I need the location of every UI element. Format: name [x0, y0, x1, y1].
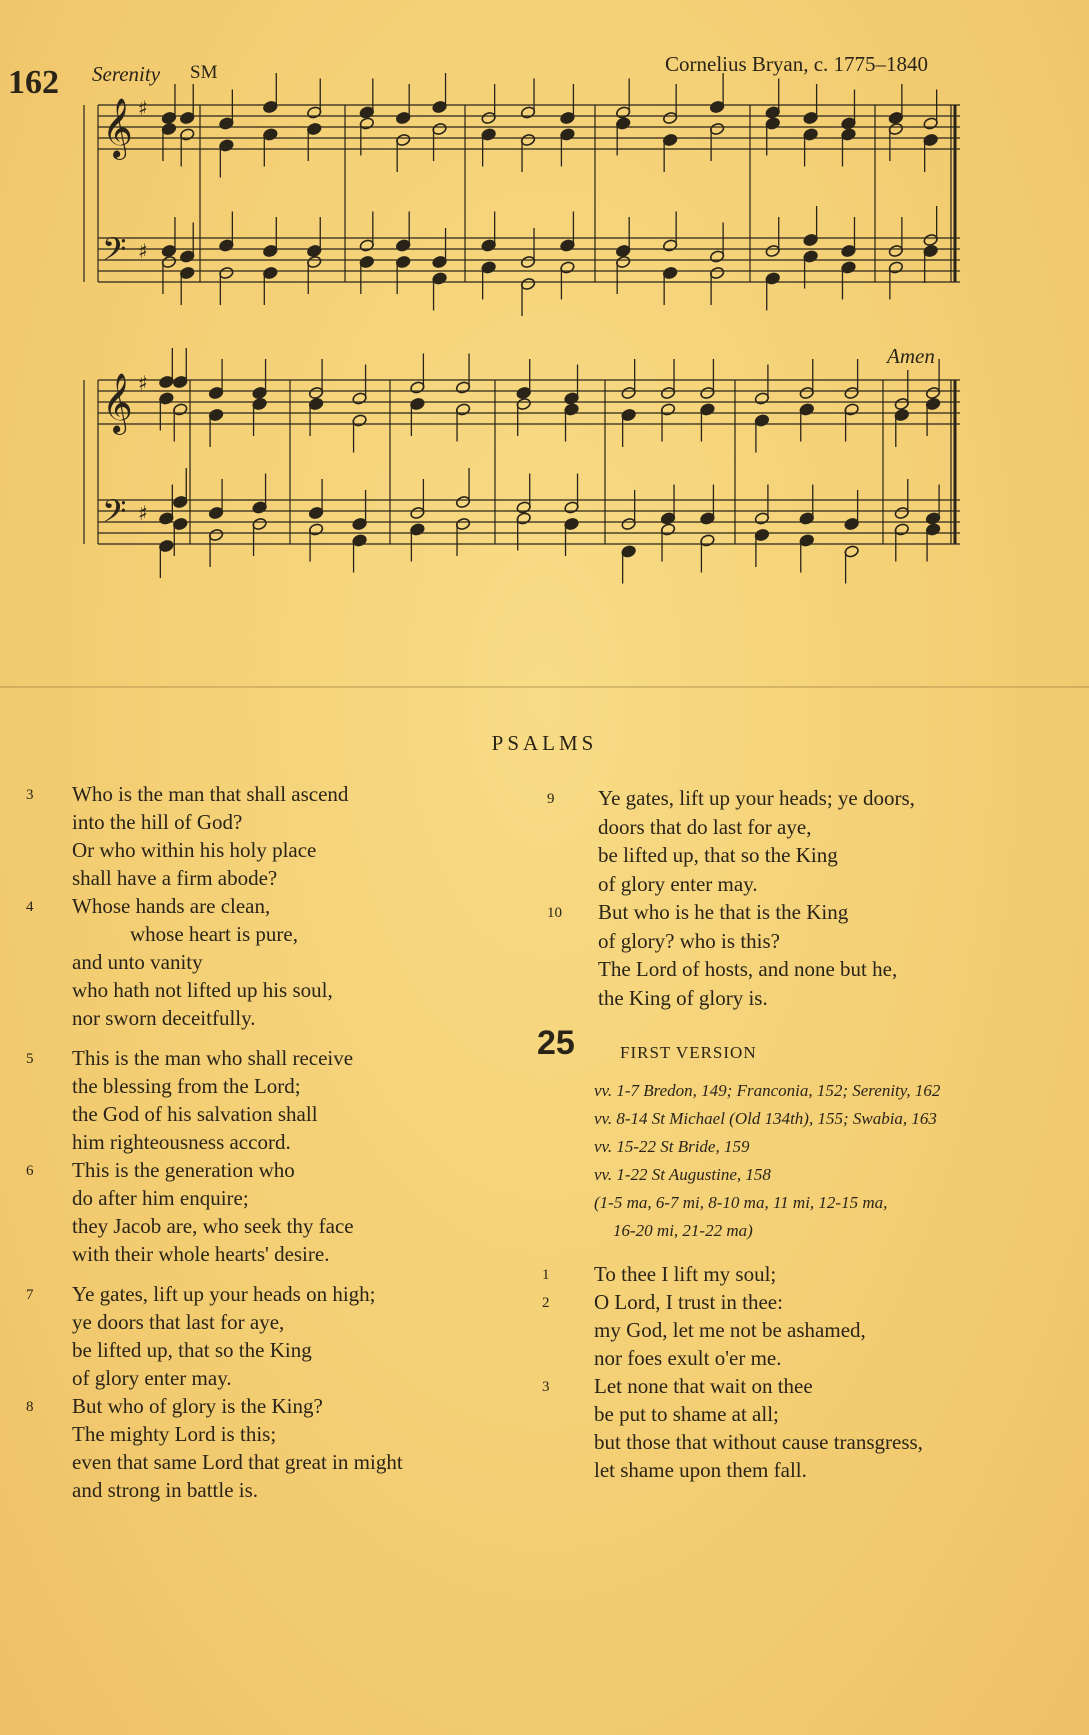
verse-line: do after him enquire; — [72, 1186, 249, 1210]
treble-clef-icon: 𝄞 — [102, 373, 133, 433]
verse-number: 8 — [26, 1399, 34, 1415]
sharp-icon: ♯ — [138, 96, 148, 120]
verse-number: 1 — [542, 1267, 550, 1283]
verse-line: be lifted up, that so the King — [72, 1338, 312, 1362]
sharp-icon: ♯ — [138, 239, 148, 263]
verse-line: shall have a firm abode? — [72, 866, 278, 890]
tune-reference: vv. 8-14 St Michael (Old 134th), 155; Swabia, 163 — [594, 1109, 937, 1128]
verse-line: let shame upon them fall. — [594, 1458, 807, 1482]
section-heading: PSALMS — [491, 731, 598, 755]
verse-line: of glory? who is this? — [598, 928, 780, 953]
tune-reference: (1-5 ma, 6-7 mi, 8-10 ma, 11 mi, 12-15 ma, — [594, 1193, 888, 1212]
bass-clef-icon: 𝄢 — [102, 231, 127, 275]
verse-line: the blessing from the Lord; — [72, 1074, 301, 1098]
verse-line: the God of his salvation shall — [72, 1102, 318, 1126]
verse-line: doors that do last for aye, — [598, 814, 812, 839]
verse-line: of glory enter may. — [598, 871, 758, 896]
verse-number: 7 — [26, 1287, 34, 1303]
verse-line: To thee I lift my soul; — [594, 1262, 777, 1286]
verse-line: him righteousness accord. — [72, 1130, 291, 1154]
version-title: FIRST VERSION — [620, 1043, 757, 1062]
tune-meter: SM — [190, 62, 218, 83]
bass-clef-icon: 𝄢 — [102, 493, 127, 537]
verse-line: The Lord of hosts, and none but he, — [598, 957, 898, 981]
hymn-number: 162 — [8, 64, 59, 101]
verse-line: Who is the man that shall ascend — [72, 782, 349, 806]
verse-number: 10 — [547, 905, 562, 921]
verse-line: the King of glory is. — [598, 985, 768, 1010]
verse-number: 4 — [26, 899, 34, 915]
verse-line: be put to shame at all; — [594, 1402, 779, 1426]
verse-line: they Jacob are, who seek thy face — [72, 1214, 354, 1238]
tune-reference: vv. 1-7 Bredon, 149; Franconia, 152; Serenity, 162 — [594, 1081, 941, 1100]
verse-line: even that same Lord that great in might — [72, 1450, 403, 1474]
tune-reference: vv. 15-22 St Bride, 159 — [594, 1137, 750, 1156]
verse-line: This is the generation who — [72, 1158, 295, 1182]
verse-line: Whose hands are clean, — [72, 894, 271, 918]
verse-line: Let none that wait on thee — [594, 1374, 813, 1398]
verse-line: O Lord, I trust in thee: — [594, 1290, 783, 1314]
page-fold — [0, 686, 1089, 688]
composer-credit: Cornelius Bryan, c. 1775–1840 — [665, 52, 929, 76]
verse-line: Ye gates, lift up your heads; ye doors, — [598, 786, 915, 810]
verse-line: ye doors that last for aye, — [72, 1310, 285, 1334]
verse-line: with their whole hearts' desire. — [72, 1242, 330, 1266]
verse-line: but those that without cause transgress, — [594, 1430, 923, 1454]
verse-line: and unto vanity — [72, 950, 203, 974]
verse-line: The mighty Lord is this; — [72, 1422, 277, 1446]
tune-reference: 16-20 mi, 21-22 ma) — [613, 1221, 753, 1240]
amen-label: Amen — [887, 344, 935, 368]
verse-number: 3 — [542, 1379, 550, 1395]
verse-line: of glory enter may. — [72, 1366, 232, 1390]
music-score — [0, 0, 1089, 600]
sharp-icon: ♯ — [138, 501, 148, 525]
verse-number: 3 — [26, 787, 34, 803]
verse-line: whose heart is pure, — [130, 922, 298, 946]
verse-number: 6 — [26, 1163, 34, 1179]
verse-line: who hath not lifted up his soul, — [72, 978, 333, 1002]
psalm-number: 25 — [537, 1024, 575, 1062]
verse-line: This is the man who shall receive — [72, 1046, 354, 1070]
verse-number: 2 — [542, 1295, 550, 1311]
sharp-icon: ♯ — [138, 371, 148, 395]
verse-line: Ye gates, lift up your heads on high; — [72, 1282, 376, 1306]
verse-line: nor sworn deceitfully. — [72, 1006, 256, 1030]
verse-line: But who is he that is the King — [598, 900, 849, 924]
verse-number: 5 — [26, 1051, 34, 1067]
verse-number: 9 — [547, 791, 555, 807]
tune-reference: vv. 1-22 St Augustine, 158 — [594, 1165, 771, 1184]
verse-line: and strong in battle is. — [72, 1478, 259, 1502]
verse-line: But who of glory is the King? — [72, 1394, 323, 1418]
verse-line: Or who within his holy place — [72, 838, 317, 862]
verse-line: into the hill of God? — [72, 810, 243, 834]
verse-line: be lifted up, that so the King — [598, 843, 838, 867]
treble-clef-icon: 𝄞 — [102, 98, 133, 158]
tune-name: Serenity — [92, 62, 161, 86]
verse-line: my God, let me not be ashamed, — [594, 1318, 866, 1342]
verse-line: nor foes exult o'er me. — [594, 1346, 782, 1370]
